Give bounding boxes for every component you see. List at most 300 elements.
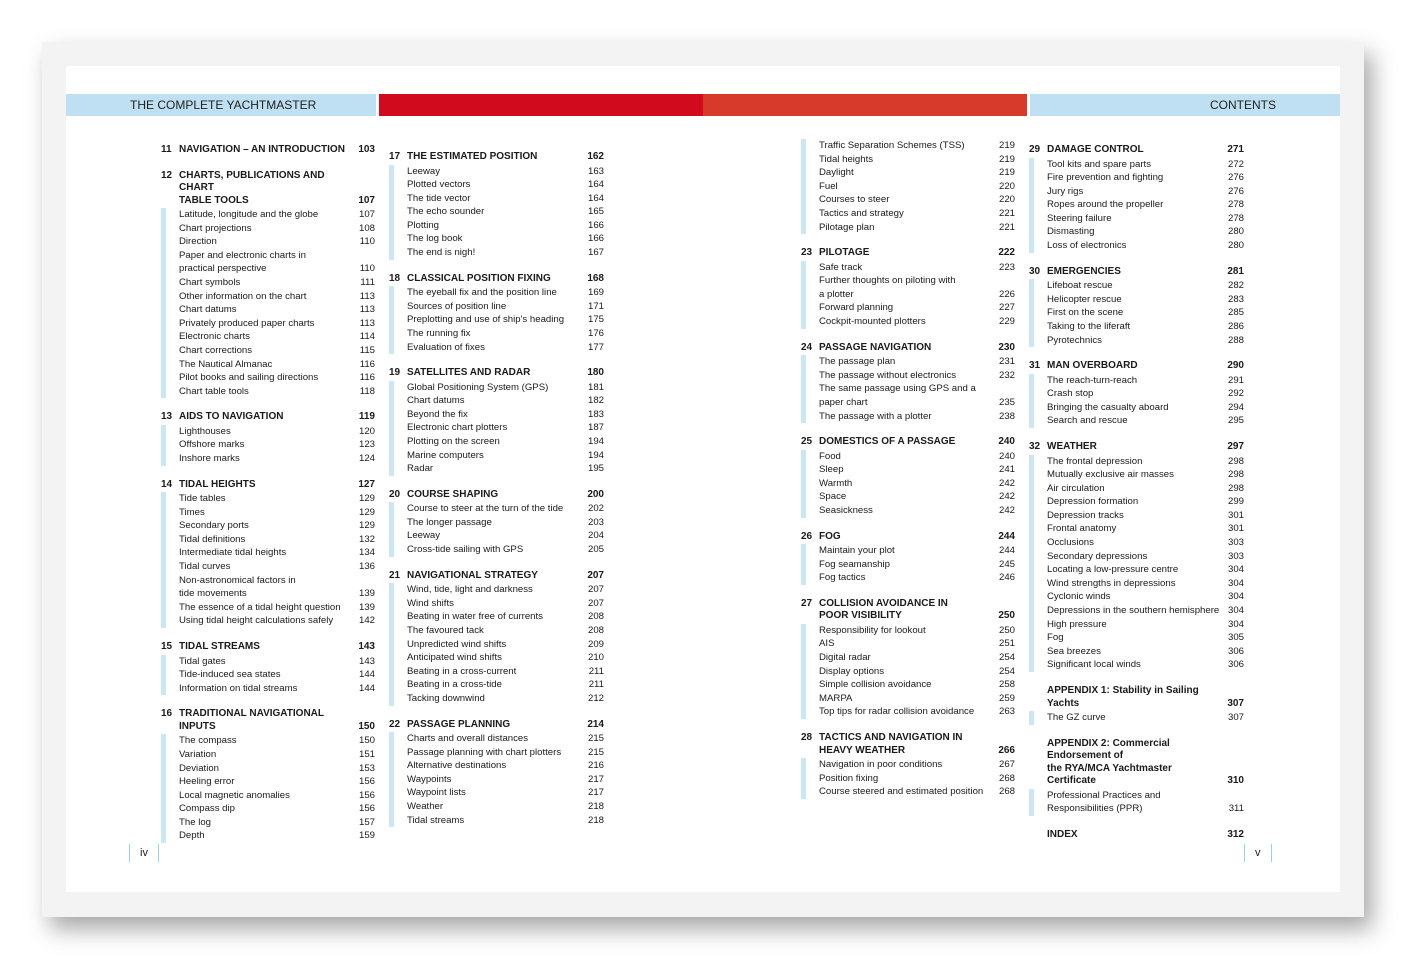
page-number-right: v <box>1244 844 1272 862</box>
chapter-title: INDEX <box>1047 828 1078 840</box>
entry-page: 211 <box>588 665 604 677</box>
entry-page: 231 <box>998 356 1015 368</box>
chapter-heading <box>161 411 375 424</box>
toc-entry <box>407 638 604 652</box>
toc-entry <box>179 371 375 385</box>
entry-title: Beating in a cross-tide <box>407 679 502 691</box>
toc-entry <box>819 369 1015 383</box>
entry-title: Beating in a cross-current <box>407 665 517 677</box>
chapter-title: COURSE SHAPING <box>407 488 499 500</box>
entry-title: Sources of position line <box>407 300 507 312</box>
chapter-subentries <box>801 450 1015 518</box>
chapter-title: SATELLITES AND RADAR <box>407 367 531 379</box>
toc-entry <box>1047 577 1244 591</box>
chapter-subentries <box>801 758 1015 799</box>
toc-entry <box>819 261 1015 275</box>
chapter-number: 30 <box>1029 265 1041 277</box>
entry-title: Leeway <box>407 530 441 542</box>
toc-entry <box>819 153 1015 167</box>
chapter-heading <box>389 719 604 732</box>
toc-entry <box>1047 522 1244 536</box>
toc-entry <box>819 772 1015 786</box>
entry-title: Fog <box>1047 632 1064 644</box>
entry-title: Passage planning with chart plotters <box>407 746 562 758</box>
toc-entry <box>407 692 604 706</box>
entry-title: Warmth <box>819 477 853 489</box>
toc-entry <box>179 560 375 574</box>
toc-entry <box>407 408 604 422</box>
toc-entry <box>407 341 604 355</box>
entry-title: Traffic Separation Schemes (TSS) <box>819 140 965 151</box>
toc-chapter <box>801 732 1015 799</box>
entry-title: Electronic charts <box>179 331 250 343</box>
chapter-page: 281 <box>1227 265 1244 277</box>
entry-title: Plotting on the screen <box>407 436 500 447</box>
entry-title: Tide-induced sea states <box>179 669 281 681</box>
toc-entry <box>179 829 375 843</box>
entry-title: Position fixing <box>819 772 879 784</box>
entry-title: Deviation <box>179 762 219 774</box>
entry-page: 215 <box>587 746 604 758</box>
toc-entry <box>179 614 375 628</box>
entry-page: 156 <box>358 789 375 801</box>
entry-title: Chart datums <box>179 304 237 316</box>
chapter-number: 12 <box>161 169 173 181</box>
entry-page: 278 <box>1227 212 1244 224</box>
entry-page: 134 <box>358 547 375 559</box>
toc-entry <box>179 506 375 520</box>
toc-entry <box>179 317 375 331</box>
entry-page: 132 <box>358 533 375 545</box>
entry-title: Daylight <box>819 167 854 179</box>
book-spread <box>66 66 1340 892</box>
entry-page: 227 <box>998 302 1015 314</box>
toc-entry <box>407 246 604 260</box>
toc-entry <box>179 208 375 222</box>
chapter-title: TRADITIONAL NAVIGATIONAL INPUTS <box>179 708 324 732</box>
chapter-subentries <box>389 502 604 556</box>
entry-page: 144 <box>358 669 375 681</box>
chapter-subentries <box>389 286 604 354</box>
entry-page: 165 <box>587 206 604 218</box>
chapter-page: 162 <box>587 151 604 162</box>
chapter-subentries <box>1029 374 1244 428</box>
chapter-page: 312 <box>1227 828 1244 840</box>
entry-title: Food <box>819 450 841 462</box>
entry-title: Professional Practices and Responsibilities (PPR) <box>1047 789 1161 815</box>
chapter-number: 32 <box>1029 441 1041 452</box>
entry-title: The echo sounder <box>407 206 485 218</box>
entry-title: Fog tactics <box>819 572 866 584</box>
entry-title: Depression formation <box>1047 496 1139 508</box>
entry-title: Privately produced paper charts <box>179 317 315 329</box>
entry-title: The end is nigh! <box>407 247 476 259</box>
entry-title: Steering failure <box>1047 212 1112 224</box>
chapter-number: 14 <box>161 478 173 490</box>
entry-title: Courses to steer <box>819 194 890 206</box>
entry-title: Course to steer at the turn of the tide <box>407 503 564 515</box>
entry-page: 143 <box>358 655 375 667</box>
entry-page: 176 <box>587 327 604 339</box>
entry-page: 175 <box>587 314 604 326</box>
entry-page: 139 <box>358 601 375 613</box>
entry-page: 232 <box>998 369 1015 381</box>
toc-entry <box>407 624 604 638</box>
entry-title: Seasickness <box>819 504 873 516</box>
entry-title: Evaluation of fixes <box>407 341 485 353</box>
chapter-heading <box>801 732 1015 757</box>
entry-title: Depressions in the southern hemisphere <box>1047 605 1220 617</box>
chapter-page: 143 <box>358 641 375 653</box>
chapter-page: 168 <box>587 272 604 284</box>
entry-title: Simple collision avoidance <box>819 679 932 691</box>
entry-title: The passage with a plotter <box>819 410 932 422</box>
toc-entry <box>1047 604 1244 618</box>
toc-entry <box>1047 618 1244 632</box>
entry-page: 177 <box>587 341 604 353</box>
toc-entry <box>179 425 375 439</box>
toc-entry <box>1047 509 1244 523</box>
entry-title: The GZ curve <box>1047 712 1106 723</box>
entry-page: 195 <box>587 463 604 475</box>
toc-entry <box>1047 455 1244 469</box>
entry-title: MARPA <box>819 692 853 704</box>
chapter-subentries <box>1029 158 1244 253</box>
toc-entry <box>407 651 604 665</box>
chapter-title: CHARTS, PUBLICATIONS AND CHART TABLE TOOLS <box>179 169 325 206</box>
toc-entry <box>407 543 604 557</box>
chapter-subentries <box>801 355 1015 423</box>
chapter-subentries <box>1029 279 1244 347</box>
chapter-subentries <box>801 624 1015 719</box>
chapter-title: CLASSICAL POSITION FIXING <box>407 272 551 284</box>
entry-page: 107 <box>358 209 375 220</box>
chapter-number: 23 <box>801 247 813 259</box>
chapter-page: 290 <box>1227 360 1244 372</box>
toc-entry <box>819 504 1015 518</box>
chapter-title: PASSAGE NAVIGATION <box>819 341 932 353</box>
toc-entry <box>407 300 604 314</box>
toc-chapter <box>801 531 1015 585</box>
chapter-title: THE ESTIMATED POSITION <box>407 151 538 162</box>
toc-entry <box>819 139 1015 153</box>
entry-page: 303 <box>1227 550 1244 562</box>
toc-entry <box>1047 495 1244 509</box>
chapter-page: 297 <box>1227 441 1244 452</box>
toc-entry <box>407 773 604 787</box>
entry-page: 301 <box>1227 523 1244 535</box>
entry-title: Tidal streams <box>407 814 465 826</box>
chapter-number: 24 <box>801 341 813 353</box>
chapter-page: 266 <box>998 744 1015 756</box>
toc-entry <box>407 286 604 300</box>
chapter-number: 28 <box>801 732 813 743</box>
toc-entry <box>407 232 604 246</box>
toc-entry <box>819 651 1015 665</box>
toc-entry <box>407 502 604 516</box>
toc-entry <box>819 544 1015 558</box>
entry-page: 151 <box>358 748 375 760</box>
chapter-title: TIDAL HEIGHTS <box>179 478 256 490</box>
entry-page: 144 <box>358 682 375 694</box>
chapter-page: 230 <box>998 341 1015 353</box>
toc-entry <box>1047 631 1244 645</box>
entry-page: 263 <box>998 706 1015 718</box>
entry-title: Maintain your plot <box>819 545 895 557</box>
entry-title: Navigation in poor conditions <box>819 759 943 770</box>
chapter-page: 310 <box>1227 775 1244 787</box>
chapter-title: PASSAGE PLANNING <box>407 718 511 730</box>
entry-title: Tide tables <box>179 493 226 505</box>
entry-title: Tidal gates <box>179 655 226 667</box>
entry-title: Fire prevention and fighting <box>1047 172 1164 184</box>
toc-entry <box>407 205 604 219</box>
entry-page: 298 <box>1227 482 1244 494</box>
toc-chapter <box>161 170 375 399</box>
entry-title: Loss of electronics <box>1047 240 1127 252</box>
entry-title: Plotted vectors <box>407 179 471 191</box>
chapter-title: DAMAGE CONTROL <box>1047 144 1144 155</box>
toc-entry <box>819 221 1015 235</box>
chapter-page: 150 <box>358 720 375 732</box>
toc-entry <box>819 692 1015 706</box>
entry-title: Pilot books and sailing directions <box>179 372 319 384</box>
toc-entry <box>1047 212 1244 226</box>
chapter-title: AIDS TO NAVIGATION <box>179 411 284 423</box>
chapter-heading <box>801 342 1015 355</box>
chapter-number: 16 <box>161 708 173 720</box>
entry-page: 221 <box>998 221 1015 233</box>
toc-entry <box>407 732 604 746</box>
toc-entry <box>179 574 375 601</box>
chapter-subentries <box>389 165 604 260</box>
entry-page: 311 <box>1228 803 1244 815</box>
toc-entry <box>179 734 375 748</box>
toc-entry <box>819 193 1015 207</box>
toc-entry <box>179 385 375 399</box>
entry-page: 217 <box>587 773 604 785</box>
toc-entry <box>179 816 375 830</box>
header-band-red-right <box>703 94 1027 116</box>
toc-entry <box>179 249 375 276</box>
entry-title: Cockpit-mounted plotters <box>819 316 926 328</box>
entry-title: Paper and electronic charts in practical perspective <box>179 249 306 275</box>
entry-page: 113 <box>359 304 375 316</box>
entry-page: 187 <box>587 422 604 434</box>
entry-page: 209 <box>587 638 604 650</box>
entry-page: 285 <box>1227 307 1244 319</box>
chapter-title: TIDAL STREAMS <box>179 641 260 653</box>
entry-title: Lighthouses <box>179 425 231 437</box>
toc-chapter <box>389 151 604 260</box>
entry-title: Local magnetic anomalies <box>179 789 290 801</box>
entry-title: Direction <box>179 236 217 248</box>
toc-column-3 <box>801 138 1015 812</box>
entry-page: 114 <box>359 331 375 343</box>
entry-page: 218 <box>587 814 604 826</box>
chapter-number: 19 <box>389 367 401 379</box>
entry-page: 202 <box>587 503 604 515</box>
entry-title: Charts and overall distances <box>407 733 529 744</box>
toc-column-1 <box>161 144 375 856</box>
toc-chapter <box>161 708 375 843</box>
toc-chapter <box>389 570 604 706</box>
toc-entry <box>407 516 604 530</box>
entry-title: Chart symbols <box>179 276 241 288</box>
entry-page: 129 <box>358 493 375 505</box>
toc-entry <box>819 490 1015 504</box>
entry-page: 305 <box>1227 632 1244 644</box>
chapter-heading <box>1029 441 1244 454</box>
chapter-heading <box>161 170 375 208</box>
entry-page: 108 <box>358 222 375 234</box>
entry-page: 115 <box>359 344 375 356</box>
entry-page: 116 <box>359 358 375 370</box>
chapter-heading <box>389 367 604 380</box>
entry-title: Wind shifts <box>407 597 454 609</box>
entry-page: 216 <box>587 760 604 772</box>
toc-entry <box>407 597 604 611</box>
entry-title: Global Positioning System (GPS) <box>407 381 549 393</box>
entry-page: 304 <box>1227 564 1244 576</box>
chapter-page: 119 <box>358 411 375 423</box>
entry-title: Chart corrections <box>179 344 253 356</box>
chapter-page: 107 <box>358 194 375 206</box>
toc-entry <box>179 438 375 452</box>
entry-title: Cyclonic winds <box>1047 591 1111 603</box>
entry-page: 150 <box>358 735 375 747</box>
entry-page: 288 <box>1227 334 1244 346</box>
chapter-title: NAVIGATIONAL STRATEGY <box>407 569 538 581</box>
toc-entry <box>179 668 375 682</box>
chapter-title: COLLISION AVOIDANCE IN POOR VISIBILITY <box>819 597 948 622</box>
chapter-heading <box>389 151 604 164</box>
entry-title: Wind, tide, light and darkness <box>407 584 533 596</box>
entry-page: 304 <box>1227 618 1244 630</box>
entry-page: 223 <box>998 261 1015 273</box>
entry-page: 294 <box>1227 401 1244 413</box>
toc-entry <box>1047 239 1244 253</box>
book-title: THE COMPLETE YACHTMASTER <box>130 98 317 112</box>
entry-page: 219 <box>998 140 1015 151</box>
toc-entry <box>819 274 1015 301</box>
entry-page: 212 <box>587 692 604 704</box>
entry-title: The tide vector <box>407 192 471 204</box>
entry-page: 292 <box>1227 388 1244 400</box>
entry-title: Forward planning <box>819 302 894 314</box>
entry-title: Display options <box>819 665 885 677</box>
toc-entry <box>179 601 375 615</box>
toc-entry <box>407 678 604 692</box>
entry-page: 182 <box>587 395 604 407</box>
entry-page: 181 <box>587 381 604 393</box>
entry-page: 220 <box>998 194 1015 206</box>
chapter-title: TACTICS AND NAVIGATION IN HEAVY WEATHER <box>819 732 963 756</box>
entry-title: The log book <box>407 233 463 245</box>
entry-title: Times <box>179 506 205 518</box>
toc-entry <box>819 558 1015 572</box>
entry-title: The essence of a tidal height question <box>179 601 341 613</box>
entry-page: 219 <box>998 153 1015 165</box>
entry-title: Anticipated wind shifts <box>407 652 502 664</box>
entry-title: Sea breezes <box>1047 645 1101 657</box>
chapter-subentries <box>801 139 1015 234</box>
chapter-number: 20 <box>389 488 401 500</box>
chapter-subentries <box>389 583 604 705</box>
toc-chapter <box>801 247 1015 328</box>
chapter-subentries <box>161 208 375 398</box>
chapter-heading <box>801 247 1015 260</box>
toc-entry <box>819 166 1015 180</box>
chapter-title: WEATHER <box>1047 441 1097 452</box>
toc-entry <box>819 355 1015 369</box>
entry-title: Significant local winds <box>1047 659 1141 671</box>
entry-title: Leeway <box>407 165 441 177</box>
section-title: CONTENTS <box>1210 98 1276 112</box>
entry-title: The Nautical Almanac <box>179 358 273 370</box>
entry-page: 276 <box>1227 185 1244 197</box>
entry-page: 240 <box>998 450 1015 462</box>
toc-entry <box>819 207 1015 221</box>
toc-entry <box>407 462 604 476</box>
entry-title: Top tips for radar collision avoidance <box>819 706 975 718</box>
entry-title: The compass <box>179 735 237 747</box>
entry-page: 272 <box>1227 158 1244 170</box>
chapter-heading <box>801 598 1015 623</box>
entry-title: Chart table tools <box>179 385 249 397</box>
toc-column-2 <box>389 151 604 840</box>
toc-entry <box>407 814 604 828</box>
chapter-page: 103 <box>358 144 375 155</box>
chapter-page: 250 <box>998 610 1015 622</box>
chapter-title: APPENDIX 2: Commercial Endorsement of the RYA/MCA Yachtmaster Certificate <box>1047 737 1172 787</box>
chapter-heading <box>161 708 375 733</box>
entry-page: 268 <box>998 772 1015 784</box>
entry-title: Intermediate tidal heights <box>179 547 287 559</box>
chapter-heading <box>1029 144 1244 157</box>
entry-title: Tool kits and spare parts <box>1047 158 1151 170</box>
toc-entry <box>1047 387 1244 401</box>
chapter-heading <box>389 273 604 286</box>
chapter-subentries <box>801 544 1015 585</box>
toc-entry <box>1047 198 1244 212</box>
toc-chapter <box>801 598 1015 719</box>
toc-entry <box>1047 158 1244 172</box>
toc-entry <box>407 786 604 800</box>
entry-page: 183 <box>587 408 604 420</box>
chapter-page: 214 <box>587 718 604 730</box>
entry-page: 278 <box>1227 199 1244 211</box>
entry-title: First on the scene <box>1047 307 1124 319</box>
chapter-page: 200 <box>587 488 604 500</box>
entry-page: 194 <box>587 436 604 447</box>
entry-title: Offshore marks <box>179 439 245 451</box>
toc-entry <box>179 802 375 816</box>
entry-title: Dismasting <box>1047 226 1095 238</box>
entry-title: Ropes around the propeller <box>1047 199 1164 211</box>
entry-page: 208 <box>587 624 604 636</box>
entry-page: 156 <box>358 803 375 815</box>
toc-entry <box>407 313 604 327</box>
entry-page: 242 <box>998 477 1015 489</box>
toc-entry <box>1047 789 1244 816</box>
toc-chapter <box>389 367 604 476</box>
toc-entry <box>407 583 604 597</box>
toc-entry <box>179 789 375 803</box>
toc-entry <box>407 394 604 408</box>
entry-title: Bringing the casualty aboard <box>1047 401 1169 413</box>
entry-page: 250 <box>998 624 1015 636</box>
